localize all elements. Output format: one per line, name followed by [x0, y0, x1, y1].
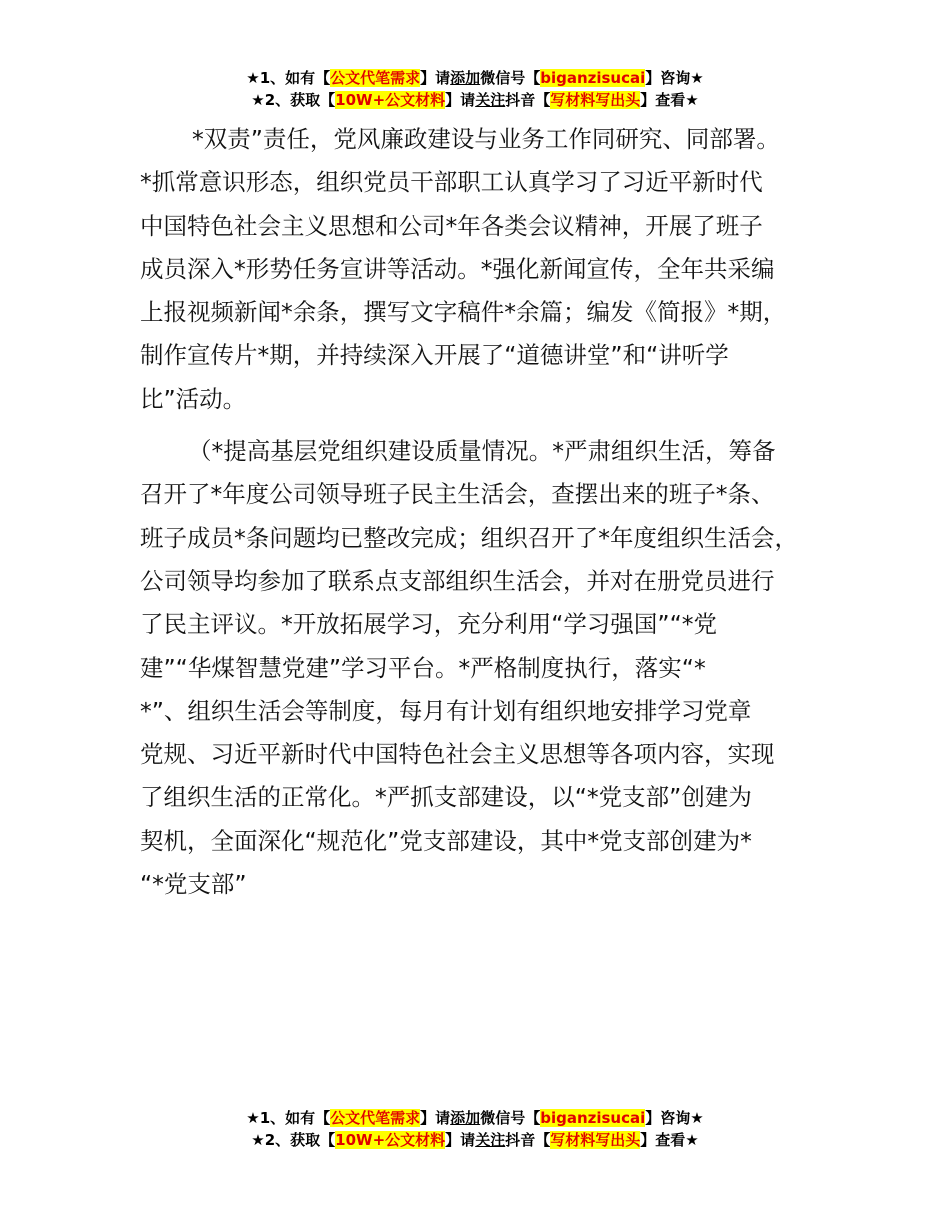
banner-text: 抖音【: [505, 1131, 551, 1149]
star-icon: ★: [690, 1109, 704, 1127]
banner-line-1: [0, 1107, 950, 1129]
highlight-service: 公文代笔需求: [330, 69, 421, 87]
star-icon: ★: [246, 1109, 260, 1127]
banner-text: 】咨询: [645, 69, 691, 87]
banner-underlined-text: 添加: [450, 1109, 481, 1127]
banner-underlined-text: 关注: [475, 91, 506, 109]
banner-line-2: [0, 89, 950, 111]
text-line: *”、组织生活会等制度，每月有计划有组织地安排学习党章: [140, 696, 752, 725]
banner-text: 】查看: [640, 91, 686, 109]
banner-text: 微信号【: [480, 69, 541, 87]
star-icon: ★: [685, 91, 699, 109]
text-line: （*提高基层党组织建设质量情况。*严肃组织生活，筹备: [188, 437, 776, 466]
text-line: *抓常意识形态，组织党员干部职工认真学习了习近平新时代: [140, 168, 763, 197]
banner-underlined-text: 添加: [450, 69, 481, 87]
text-line: 召开了*年度公司领导班子民主生活会，查摆出来的班子*条、: [140, 480, 775, 509]
banner-text: 微信号【: [480, 1109, 541, 1127]
text-line: 了组织生活的正常化。*严抓支部建设，以“*党支部”创建为: [140, 783, 752, 812]
star-icon: ★: [690, 69, 704, 87]
highlight-wechat-id: biganzisucai: [540, 1109, 646, 1127]
text-line: *双责”责任，党风廉政建设与业务工作同研究、同部署。: [192, 125, 780, 153]
document-body: [140, 118, 835, 906]
banner-text: 】咨询: [645, 1109, 691, 1127]
text-line: 了民主评议。*开放拓展学习，充分利用“学习强国”“*党: [140, 610, 718, 639]
highlight-douyin-id: 写材料写出头: [550, 1131, 641, 1149]
highlight-materials: 10W+公文材料: [335, 91, 446, 109]
banner-text: 2、获取【: [264, 1131, 336, 1149]
text-line: 建”“华煤智慧党建”学习平台。*严格制度执行，落实“*: [140, 653, 706, 682]
banner-text: 】查看: [640, 1131, 686, 1149]
text-line: 党规、习近平新时代中国特色社会主义思想等各项内容，实现: [140, 740, 775, 769]
highlight-douyin-id: 写材料写出头: [550, 91, 641, 109]
text-line: 制作宣传片*期，并持续深入开展了“道德讲堂”和“讲听学: [140, 341, 729, 370]
text-line: 成员深入*形势任务宣讲等活动。*强化新闻宣传，全年共采编: [140, 254, 775, 283]
header-banner: [0, 67, 950, 111]
banner-text: 】请: [420, 1109, 451, 1127]
star-icon: ★: [246, 69, 260, 87]
text-line: 上报视频新闻*余条，撰写文字稿件*余篇；编发《简报》*期，: [140, 298, 787, 327]
star-icon: ★: [685, 1131, 699, 1149]
highlight-wechat-id: biganzisucai: [540, 69, 646, 87]
star-icon: ★: [251, 1131, 265, 1149]
text-line: 契机，全面深化“规范化”党支部建设，其中*党支部创建为*: [140, 826, 752, 855]
text-line: 比”活动。: [140, 384, 247, 413]
paragraph-1: [140, 118, 835, 421]
text-line: 公司领导均参加了联系点支部组织生活会，并对在册党员进行: [140, 566, 775, 595]
banner-text: 1、如有【: [259, 1109, 331, 1127]
footer-banner: [0, 1107, 950, 1151]
banner-line-2: [0, 1129, 950, 1151]
banner-text: 1、如有【: [259, 69, 331, 87]
banner-text: 抖音【: [505, 91, 551, 109]
paragraph-2: [140, 430, 835, 906]
banner-text: 】请: [420, 69, 451, 87]
text-line: “*党支部”: [140, 870, 247, 899]
highlight-service: 公文代笔需求: [330, 1109, 421, 1127]
text-line: 班子成员*条问题均已整改完成；组织召开了*年度组织生活会，: [140, 523, 798, 552]
banner-underlined-text: 关注: [475, 1131, 506, 1149]
banner-line-1: [0, 67, 950, 89]
text-line: 中国特色社会主义思想和公司*年各类会议精神，开展了班子: [140, 211, 763, 240]
star-icon: ★: [251, 91, 265, 109]
banner-text: 2、获取【: [264, 91, 336, 109]
highlight-materials: 10W+公文材料: [335, 1131, 446, 1149]
banner-text: 】请: [445, 91, 476, 109]
banner-text: 】请: [445, 1131, 476, 1149]
